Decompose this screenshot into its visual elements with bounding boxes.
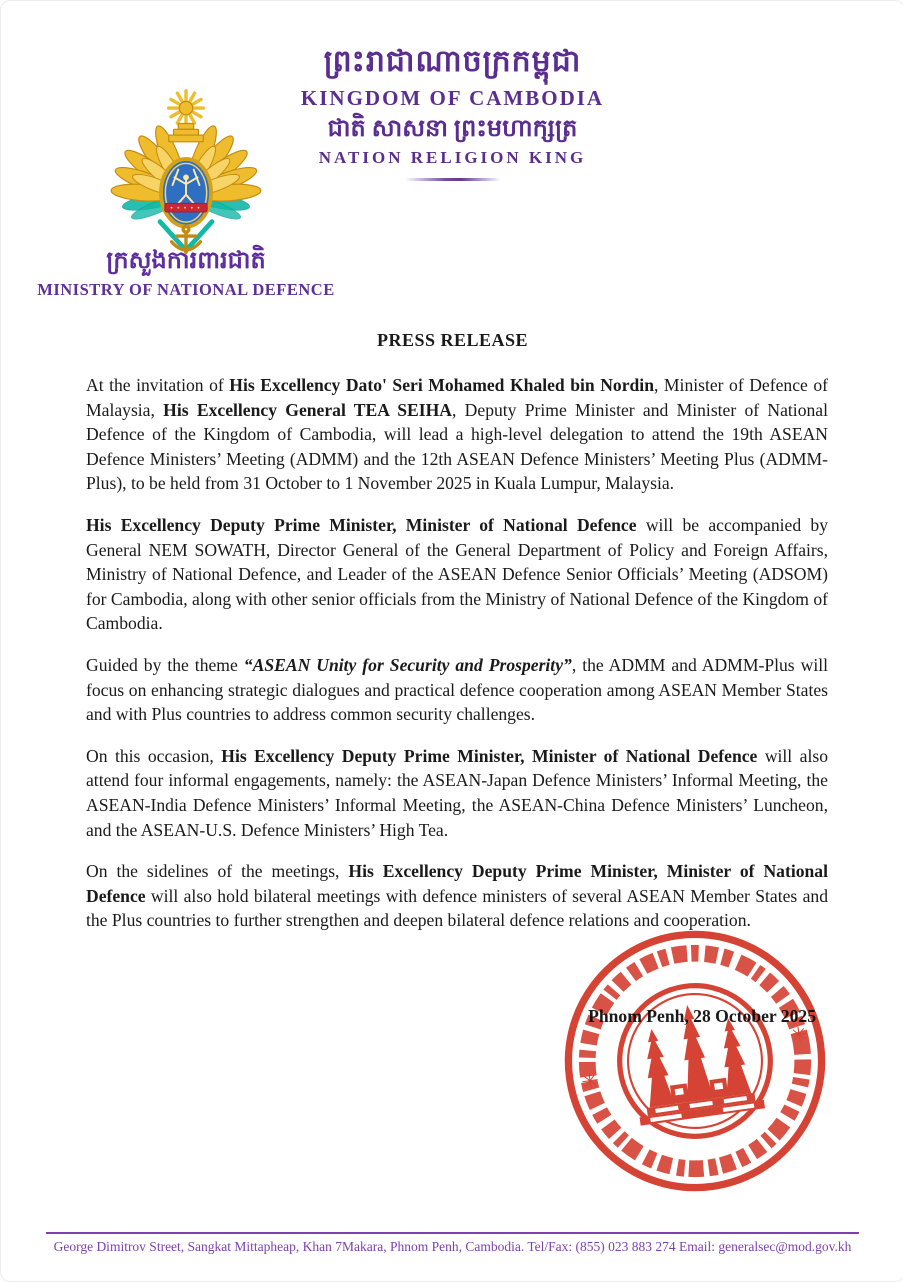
dateline: Phnom Penh, 28 October 2025 xyxy=(588,1006,816,1026)
paragraph xyxy=(86,744,828,842)
paragraph xyxy=(86,373,828,496)
ministry-name-block xyxy=(37,247,335,300)
paragraph xyxy=(86,653,828,727)
text-run: His Excellency Deputy Prime Minister, Minister of National Defence xyxy=(221,745,758,766)
text-run: His Excellency Dato' Seri Mohamed Khaled bin Nordin xyxy=(229,375,654,395)
kingdom-of-cambodia-line: KINGDOM OF CAMBODIA xyxy=(300,85,605,110)
svg-text:✳: ✳ xyxy=(579,1068,601,1095)
text-run: Guided by the theme xyxy=(86,654,244,675)
ministry-red-seal-icon xyxy=(541,907,848,1214)
text-run: , Minister of Defence of Malaysia, xyxy=(86,375,828,420)
text-run: will also hold bilateral meetings with defence ministers of several ASEAN Member States and the Plus countries to further strengthen and deepen bilateral defence relations and cooperation. xyxy=(86,885,828,931)
ministry-name-english: MINISTRY OF NATIONAL DEFENCE xyxy=(37,279,335,299)
text-run: His Excellency Deputy Prime Minister, Minister of National Defence xyxy=(86,514,637,535)
footer xyxy=(46,1232,859,1255)
text-run: On the sidelines of the meetings, xyxy=(86,861,349,882)
khmer-kingdom-title: ព្រះរាជាណាចក្រកម្ពុជា xyxy=(323,45,582,78)
svg-text:✳: ✳ xyxy=(788,1021,810,1049)
text-run: , the ADMM and ADMM-Plus will focus on enhancing strategic dialogues and practical defence cooperation among ASEAN Member States and with Plus countries to address common security challenges. xyxy=(86,654,828,725)
footer-address-line: George Dimitrov Street, Sangkat Mittapheap, Khan 7Makara, Phnom Penh, Cambodia. Tel/Fax: (855) 023 883 274 Email: generalsec@mod.gov.kh xyxy=(53,1239,852,1254)
ministry-emblem xyxy=(67,85,305,268)
text-run: will also attend four informal engagements, namely: the ASEAN-Japan Defence Ministers’ Informal Meeting, the ASEAN-India Defence Ministers’ Informal Meeting, the ASEAN-China Defence Ministers’ Luncheon, and the ASEAN-U.S. Defence Ministers’ High Tea. xyxy=(86,745,828,840)
header-divider xyxy=(405,178,501,181)
text-run: On this occasion, xyxy=(86,745,222,766)
text-run: , Deputy Prime Minister and Minister of National Defence of the Kingdom of Cambodia, will lead a high-level delegation to attend the 19th ASEAN Defence Ministers’ Meeting (ADMM) and the 12th ASEAN Defence Ministers’ Meeting Plus (ADMM-Plus), to be held from 31 October to 1 November 2025 in Kuala Lumpur, Malaysia. xyxy=(86,399,828,494)
text-run: “ASEAN Unity for Security and Prosperity” xyxy=(243,654,572,675)
ministry-name-khmer: ក្រសួងការពារជាតិ xyxy=(106,248,266,274)
document-title: PRESS RELEASE xyxy=(376,330,529,350)
khmer-motto-line: ជាតិ សាសនា ព្រះមហាក្សត្រ xyxy=(327,115,578,142)
text-run: At the invitation of xyxy=(86,375,230,395)
text-run: His Excellency General TEA SEIHA xyxy=(163,399,453,420)
paragraph xyxy=(86,513,828,636)
text-run: His Excellency Deputy Prime Minister, Minister of National Defence xyxy=(86,861,828,906)
press-body xyxy=(86,373,828,950)
nation-religion-king-line: NATION RELIGION KING xyxy=(318,148,587,168)
text-run: will be accompanied by General NEM SOWATH, Director General of the General Department of Policy and Foreign Affairs, Ministry of National Defence, and Leader of the ASEAN Defence Senior Officials’ Meeting (ADSOM) for Cambodia, along with other senior officials from the Ministry of National Defence of the Kingdom of Cambodia. xyxy=(86,514,828,634)
ministry-of-national-defence-emblem-icon xyxy=(85,85,287,263)
